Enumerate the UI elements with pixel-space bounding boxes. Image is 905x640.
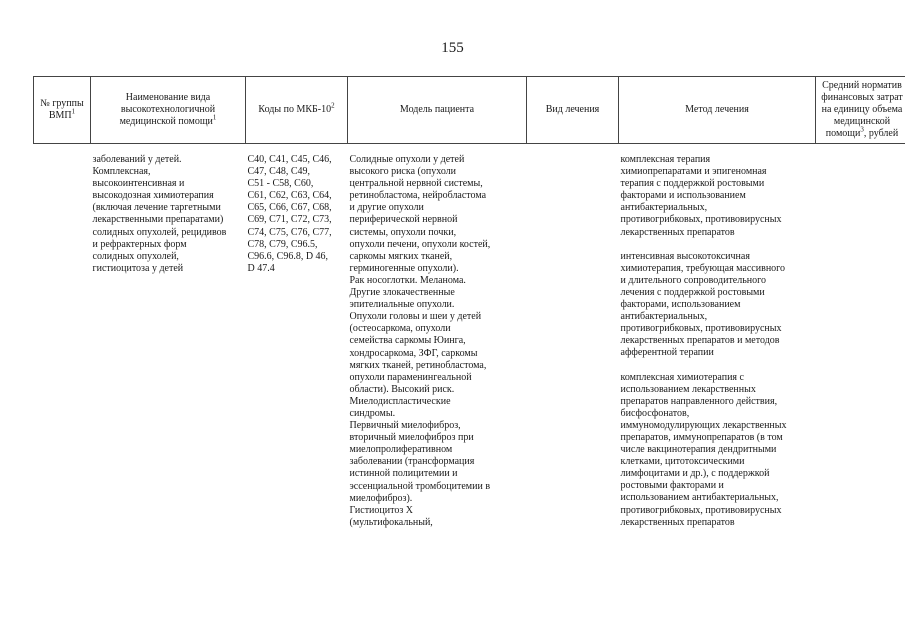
header-treatment-method: Метод лечения <box>619 77 816 144</box>
header-icd-codes: Коды по МКБ-$10^2$ <box>246 77 348 144</box>
vmp-table <box>33 76 905 541</box>
treatment-method-item: интенсивная высокотоксичная химиотерапия, требующая массивного и длительного сопроводительного лечения с поддержкой ростовыми факторами, использованием антибактериальных, противогрибковых, противовирусных лекарственных препаратов и методов афферентной терапии <box>620 250 786 359</box>
header-patient-model: Модель пациента <box>348 77 527 144</box>
page-number: 155 <box>441 40 464 56</box>
cell-patient-model: Солидные опухоли у детей высокого риска (опухоли центральной нервной системы, ретинобластома, нейробластома и другие опухоли периферической нервной системы, опухоли почки, опухоли печени, опухоли костей, саркомы мягких тканей, герминогенные опухоли). Рак носоглотки. Меланома. Другие злокачественные эпителиальные опухоли. Опухоли головы и шеи у детей (остеосаркома, опухоли семейства саркомы Юинга, хондросаркома, ЗФГ, саркомы мягких тканей, ретинобластома, опухоли параменингеальной области). Высокий риск. Миелодиспластические синдромы. Первичный миелофиброз, вторичный миелофиброз при миелопролиферативном заболевании (трансформация истинной полицитемии и эссенциальной тромбоцитемии в миелофиброз). Гистиоцитоз Х (мультифокальный, <box>349 154 491 528</box>
treatment-method-item: комплексная химиотерапия с использованием лекарственных препаратов направленного действия, бисфосфонатов, иммуномодулирующих лекарственных препаратов, иммунопрепаратов (в том числе вакцинотерапия дендритными клетками, цитотоксическими лимфоцитами и др.), с поддержкой ростовыми факторами и использованием антибактериальных, противогрибковых, противовирусных лекарственных препаратов <box>620 371 787 528</box>
header-group-number: № группы ВМП$^1$ <box>34 77 91 144</box>
treatment-method-item: комплексная терапия химиопрепаратами и эпигеномная терапия с поддержкой ростовыми факторами и использованием антибактериальных, противогрибковых, противовирусных лекарственных препаратов <box>620 154 782 238</box>
cell-group-number <box>34 154 91 541</box>
table-row <box>34 154 905 541</box>
cell-cost-norm <box>816 154 905 541</box>
cell-treatment-type <box>527 154 619 541</box>
cell-icd-codes: C40, C41, C45, C46, C47, C48, C49, C51 - C58, C60, C61, C62, C63, C64, C65, C66, C67, C68, C69, C71, C72, C73, C74, C75, C76, C77, C78, C79, C96.5, C96.6, C96.8, D 46, D 47.4 <box>247 154 332 274</box>
table-header-row <box>34 77 905 144</box>
cell-treatment-method <box>619 154 816 541</box>
header-cost-norm: Средний норматив финансовых затрат на единицу объема медицинской помощи$^3$, рублей <box>816 77 905 144</box>
header-treatment-type: Вид лечения <box>527 77 619 144</box>
header-care-type-name: Наименование вида высокотехнологичной медицинской помощи$^1$ <box>91 77 246 144</box>
cell-care-type-name: заболеваний у детей. Комплексная, высокоинтенсивная и высокодозная химиотерапия (включая лечение таргетными лекарственными препаратами) солидных опухолей, рецидивов и рефрактерных форм солидных опухолей, гистиоцитоза у детей <box>92 154 227 274</box>
